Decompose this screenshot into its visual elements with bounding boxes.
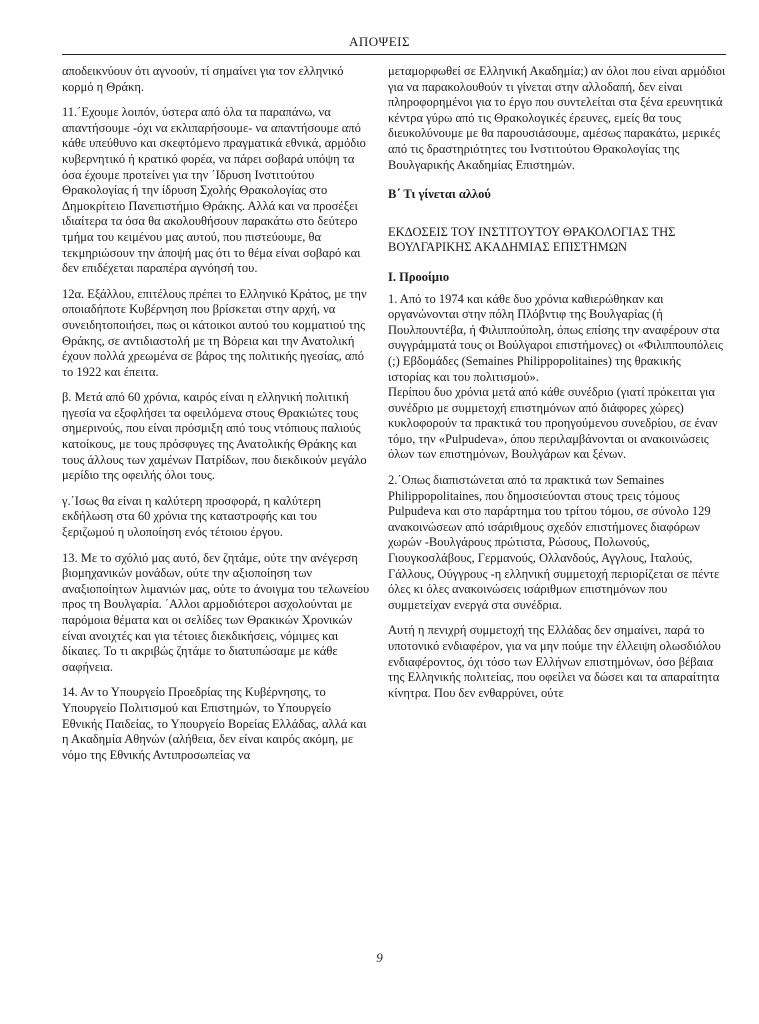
- paragraph: Αυτή η πενιχρή συμμετοχή της Ελλάδας δεν σημαίνει, παρά το υποτονικό ενδιαφέρον, για να μην πούμε την έλλειψη ολωσδιόλου ενδιαφέροντος, όχι τόσο των Ελλήνων επιστημόνων, όσο βέβαια της Ελληνικής πολιτείας, που οφείλει να δώσει και τα απαραίτητα κίνητρα. Που δεν ενθαρρύνει, ούτε: [388, 623, 721, 700]
- paragraph: 12α. Εξάλλου, επιτέλους πρέπει το Ελληνικό Κράτος, με την οποιαδήποτε Κυβέρνηση που βρίσκεται στην αρχή, να συνειδητοποιήσει, πως οι κάτοικοι αυτού του κομματιού της Θράκης, σε αντιδιαστολή με τη Βόρεια και την Ανατολική έχουν πολλά χρεωμένα σε βάρος της πολιτικής ηγεσίας, από το 1922 και έπειτα.: [62, 286, 367, 379]
- running-header: ΑΠΟΨΕΙΣ: [348, 34, 411, 49]
- page-number: 9: [376, 950, 383, 965]
- paragraph: 1. Από το 1974 και κάθε δυο χρόνια καθιερώθηκαν και οργανώνονται στην πόλη Πλόβντιφ της Βουλγαρίας (ή Πουλπουντέβα, ή Φιλιππούπολη, όπως επίσης την αναφέρουν στα συγγράμματά τους οι Βούλγαροι επιστήμονες) οι «Φιλιππουπόλεις (;) Εβδομάδες (Semaines Philippopolitaines) της θρακικής ιστορίας και του πολιτισμού».: [388, 291, 723, 384]
- right-column: [388, 64, 726, 711]
- paragraph: 11.΄Εχουμε λοιπόν, ύστερα από όλα τα παραπάνω, να απαντήσουμε -όχι να εκλιπαρήσουμε- να απαντήσουμε από κάθε υπεύθυνο και σκεφτόμενο πραγματικά εθνικά, αρμόδιο κυβερνητικό ή κρατικό φορέα, να πάρει σοβαρά υπόψη τα όσα έχουμε προτείνει για την ΄Ιδρυση Ινστιτούτου Θρακολογίας ή την ίδρυση Σχολής Θρακολογίας στο Δημοκρίτειο Πανεπιστήμιο Θράκης. Αλλά και να προσέξει ιδιαίτερα τα όσα θα ακολουθήσουν παρακάτω στο δεύτερο τμήμα του κειμένου μας αυτού, που πιστεύουμε, θα τεκμηριώσουν την άποψή μας ότι το θέμα είναι σοβαρό και δεν επιδέχεται παραπέρα αγνόησή του.: [62, 105, 366, 276]
- paragraph: μεταμορφωθεί σε Ελληνική Ακαδημία;) αν όλοι που είναι αρμόδιοι για να παρακολουθούν τι γίνεται στην αλλοδαπή, δεν είναι πληροφορημένοι για το έργο που συντελείται στα ξένα ερευνητικά κέντρα γύρω από τις Θρακολογικές έρευνες, εμείς θα τους διευκολύνουμε με θα παρουσιάσουμε, αμέσως παρακάτω, μερικές από τις δραστηριότητες του Ινστιτούτου Θρακολογίας της Βουλγαρικής Ακαδημίας Επιστημών.: [388, 64, 726, 172]
- paragraph: β. Μετά από 60 χρόνια, καιρός είναι η ελληνική πολιτική ηγεσία να εξοφλήσει τα οφειλόμενα στους Θρακιώτες τους σημερινούς, που είναι πρόσμιξη από τους ντόπιους παλιούς κατοίκους, με τους πρόσφυγες της Ανατολικής Θράκης και τους άλλους των χαμένων Πατρίδων, που διεκδικούν μεγάλο μερίδιο της οφειλής όλοι τους.: [62, 390, 367, 483]
- section-heading: Β΄ Τι γίνεται αλλού: [388, 187, 491, 202]
- paragraph: 13. Με το σχόλιό μας αυτό, δεν ζητάμε, ούτε την ανέγερση βιομηχανικών μονάδων, ούτε την αξιοποίηση των αναξιοποίητων λιμανιών μας, ούτε το άνοιγμα του τελωνείου προς τη Βουλγαρία. ΄Αλλοι αρμοδιότεροι ασχολούνται με παρόμοια θέματα και οι σελίδες των Θρακικών Χρονικών είναι ανοιχτές και για τέτοιες διεκδικήσεις, νόμιμες και δίκαιες. Το τι ακριβώς ζητάμε το διατυπώσαμε με κάθε σαφήνεια.: [62, 550, 370, 674]
- paragraph: γ.΄Ισως θα είναι η καλύτερη προσφορά, η καλύτερη εκδήλωση στα 60 χρόνια της καταστροφής και του ξεριζωμού η υλοποίηση ενός τέτοιου έργου.: [62, 493, 322, 540]
- paragraph: Περίπου δυο χρόνια μετά από κάθε συνέδριο (γιατί πρόκειται για συνέδριο με συμμετοχή επιστημόνων από διάφορες χώρες) κυκλοφορούν τα πρακτικά του προηγούμενου συνεδρίου, σε έναν τόμο, την «Pulpudeva», όπου περιλαμβάνονται οι ανακοινώσεις όλων των επιστημόνων, Βουλγάρων και ξένων.: [388, 385, 718, 462]
- caps-heading: ΕΚΔΟΣΕΙΣ ΤΟΥ ΙΝΣΤΙΤΟΥΤΟΥ ΘΡΑΚΟΛΟΓΙΑΣ ΤΗΣ ΒΟΥΛΓΑΡΙΚΗΣ ΑΚΑΔΗΜΙΑΣ ΕΠΙΣΤΗΜΩΝ: [388, 224, 676, 255]
- left-column: [62, 64, 370, 773]
- paragraph: 14. Αν το Υπουργείο Προεδρίας της Κυβέρνησης, το Υπουργείο Πολιτισμού και Επιστημών, το Υπουργείο Εθνικής Παιδείας, το Υπουργείο Βορείας Ελλάδας, αλλά και η Ακαδημία Αθηνών (αλήθεια, δεν είναι καιρός ακόμη, με νόμο της Εθνικής Αντιπροσωπείας να: [62, 685, 367, 762]
- paragraph: αποδεικνύουν ότι αγνοούν, τί σημαίνει για τον ελληνικό κορμό η Θράκη.: [62, 64, 344, 94]
- paragraph: 2.΄Οπως διαπιστώνεται από τα πρακτικά των Semaines Philippopolitaines, που δημοσιεύονται στους τρεις τόμους Pulpudeva και στο παράρτημα του τρίτου τόμου, σε σύνολο 129 ανακοινώσεων από ισάριθμους σχεδόν επιστήμονες διαφόρων χωρών -Βουλγάρους πρώτιστα, Ρώσους, Πολωνούς, Γιουγκοσλάβους, Γερμανούς, Ολλανδούς, Αγγλους, Ιταλούς, Γάλλους, Ούγγρους -η ελληνική συμμετοχή περιορίζεται σε πέντε όλες κι όλες ανακοινώσεις ισάριθμων επιστημόνων που συμμετείχαν ενεργά στα συνέδρια.: [388, 473, 720, 612]
- subheading: Ι. Προοίμιο: [388, 269, 450, 284]
- header-rule: [62, 54, 726, 55]
